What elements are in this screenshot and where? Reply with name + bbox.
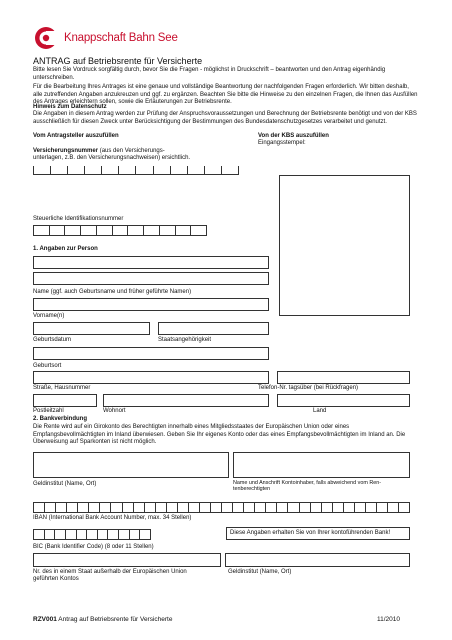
nationality-field[interactable]: [158, 322, 269, 335]
tax-id-field[interactable]: [33, 225, 207, 236]
iban-label: IBAN (International Bank Account Number, max. 34 Stellen): [33, 515, 192, 521]
insurance-number-field[interactable]: [33, 166, 239, 175]
privacy-text: Die Angaben in diesem Antrag werden zur Prüfung der Anspruchsvoraussetzungen und Berechnung der Betriebsrente benötigt und von der KBS ausschließlich für diesen Zweck unter Berücksichtigung der Bestimmungen des Bundesdatenschutzgesetzes verarbeitet und genutzt.: [33, 111, 417, 125]
country-field[interactable]: [277, 394, 410, 407]
stamp-label: Eingangsstempel:: [258, 140, 306, 146]
birth-place-field[interactable]: [33, 347, 269, 360]
bic-field[interactable]: [33, 529, 151, 540]
footer-title: [33, 616, 172, 624]
zip-field[interactable]: [33, 394, 97, 407]
applicant-heading: Vom Antragsteller auszufüllen: [33, 133, 119, 139]
name-label: Name (ggf. auch Geburtsname und früher geführte Namen): [33, 289, 192, 295]
first-name-label: Vorname(n): [33, 313, 65, 319]
zip-label: Postleitzahl: [33, 408, 64, 414]
city-field[interactable]: [103, 394, 269, 407]
bank-note: Diese Angaben erhalten Sie von Ihrer kontoführenden Bank!: [230, 530, 391, 536]
section2-heading: 2. Bankverbindung: [33, 416, 88, 422]
street-label: Straße, Hausnummer: [33, 385, 91, 391]
bank-field[interactable]: [33, 452, 229, 478]
non-eu-bank-field[interactable]: [225, 553, 410, 567]
footer-date: 11/2010: [377, 616, 401, 623]
bank-label: Geldinstitut (Name, Ort): [33, 481, 97, 487]
iban-field[interactable]: [33, 502, 410, 513]
section2-text: Die Rente wird auf ein Girokonto des Berechtigten innerhalb eines Mitgliedsstaates der Europäischen Union oder eines Empfangsbevollmächtigten im Inland überwiesen. Geben Sie Ihr eigenes Konto oder das eines Empfangsbevollmächtigten im Inland an. Die Überweisung auf Sparkonten ist nicht möglich.: [33, 424, 406, 445]
form-title: ANTRAG auf Betriebsrente für Versicherte: [33, 56, 203, 66]
privacy-heading: Hinweis zum Datenschutz: [33, 104, 107, 110]
receipt-stamp-box: [279, 175, 410, 316]
non-eu-account-field[interactable]: [33, 553, 221, 567]
birth-date-label: Geburtsdatum: [33, 337, 72, 343]
street-field[interactable]: [33, 371, 269, 384]
country-label: Land: [313, 408, 327, 414]
account-holder-field[interactable]: [233, 452, 410, 478]
insurance-number-label-rest: (aus den Versicherungs-: [98, 148, 165, 154]
birth-date-field[interactable]: [33, 322, 150, 335]
intro-paragraph-2: Für die Bearbeitung Ihres Antrages ist eine genaue und vollständige Beantwortung der nachfolgenden Fragen erforderlich. Wir bitten deshalb, alle zutreffenden Angaben anzukreuzen und ggf. zu ergänzen. Beachten Sie bitte die Hinweise zu den einzelnen Fragen, die Ihnen das Ausfüllen des Antrages erleichtern sollen, sowie die Erläuterungen zur Betriebsrente.: [33, 84, 418, 105]
nationality-label: Staatsangehörigkeit: [158, 337, 212, 343]
insurance-number-label-line2: unterlagen, z.B. den Versicherungsnachweisen) ersichtlich.: [33, 155, 191, 161]
brand-name: Knappschaft Bahn See: [64, 32, 178, 44]
non-eu-bank-label: Geldinstitut (Name, Ort): [228, 569, 292, 575]
name-field[interactable]: [33, 256, 269, 269]
footer-code: RZV001: [33, 616, 57, 623]
city-label: Wohnort: [103, 408, 126, 414]
account-holder-label-2: tenberechtigten: [233, 486, 271, 492]
tax-id-label: Steuerliche Identifikationsnummer: [33, 216, 124, 222]
birth-place-label: Geburtsort: [33, 363, 62, 369]
knappschaft-logo-icon: [34, 26, 58, 50]
intro-paragraph-1: Bitte lesen Sie Vordruck sorgfältig durch, bevor Sie die Fragen - möglichst in Druckschrift – beantworten und den Antrag eigenhändig unterschreiben.: [33, 67, 386, 81]
section1-heading: 1. Angaben zur Person: [33, 246, 98, 252]
non-eu-account-label-2: geführten Kontos: [33, 576, 79, 582]
phone-label: Telefon-Nr. tagsüber (bei Rückfragen): [258, 385, 359, 391]
phone-field[interactable]: [277, 371, 410, 384]
non-eu-account-label-1: Nr. des in einem Staat außerhalb der Europäischen Union: [33, 569, 187, 575]
bic-label: BIC (Bank Identifier Code) (8 oder 11 Stellen): [33, 544, 154, 550]
footer-form-title: Antrag auf Betriebsrente für Versicherte: [56, 616, 173, 623]
name-field-2[interactable]: [33, 272, 269, 285]
insurance-number-label-bold: Versicherungsnummer: [33, 148, 99, 154]
first-name-field[interactable]: [33, 298, 269, 311]
kbs-heading: Von der KBS auszufüllen: [258, 133, 329, 139]
account-holder-label-1: Name und Anschrift Kontoinhaber, falls abweichend vom Ren-: [233, 480, 382, 486]
